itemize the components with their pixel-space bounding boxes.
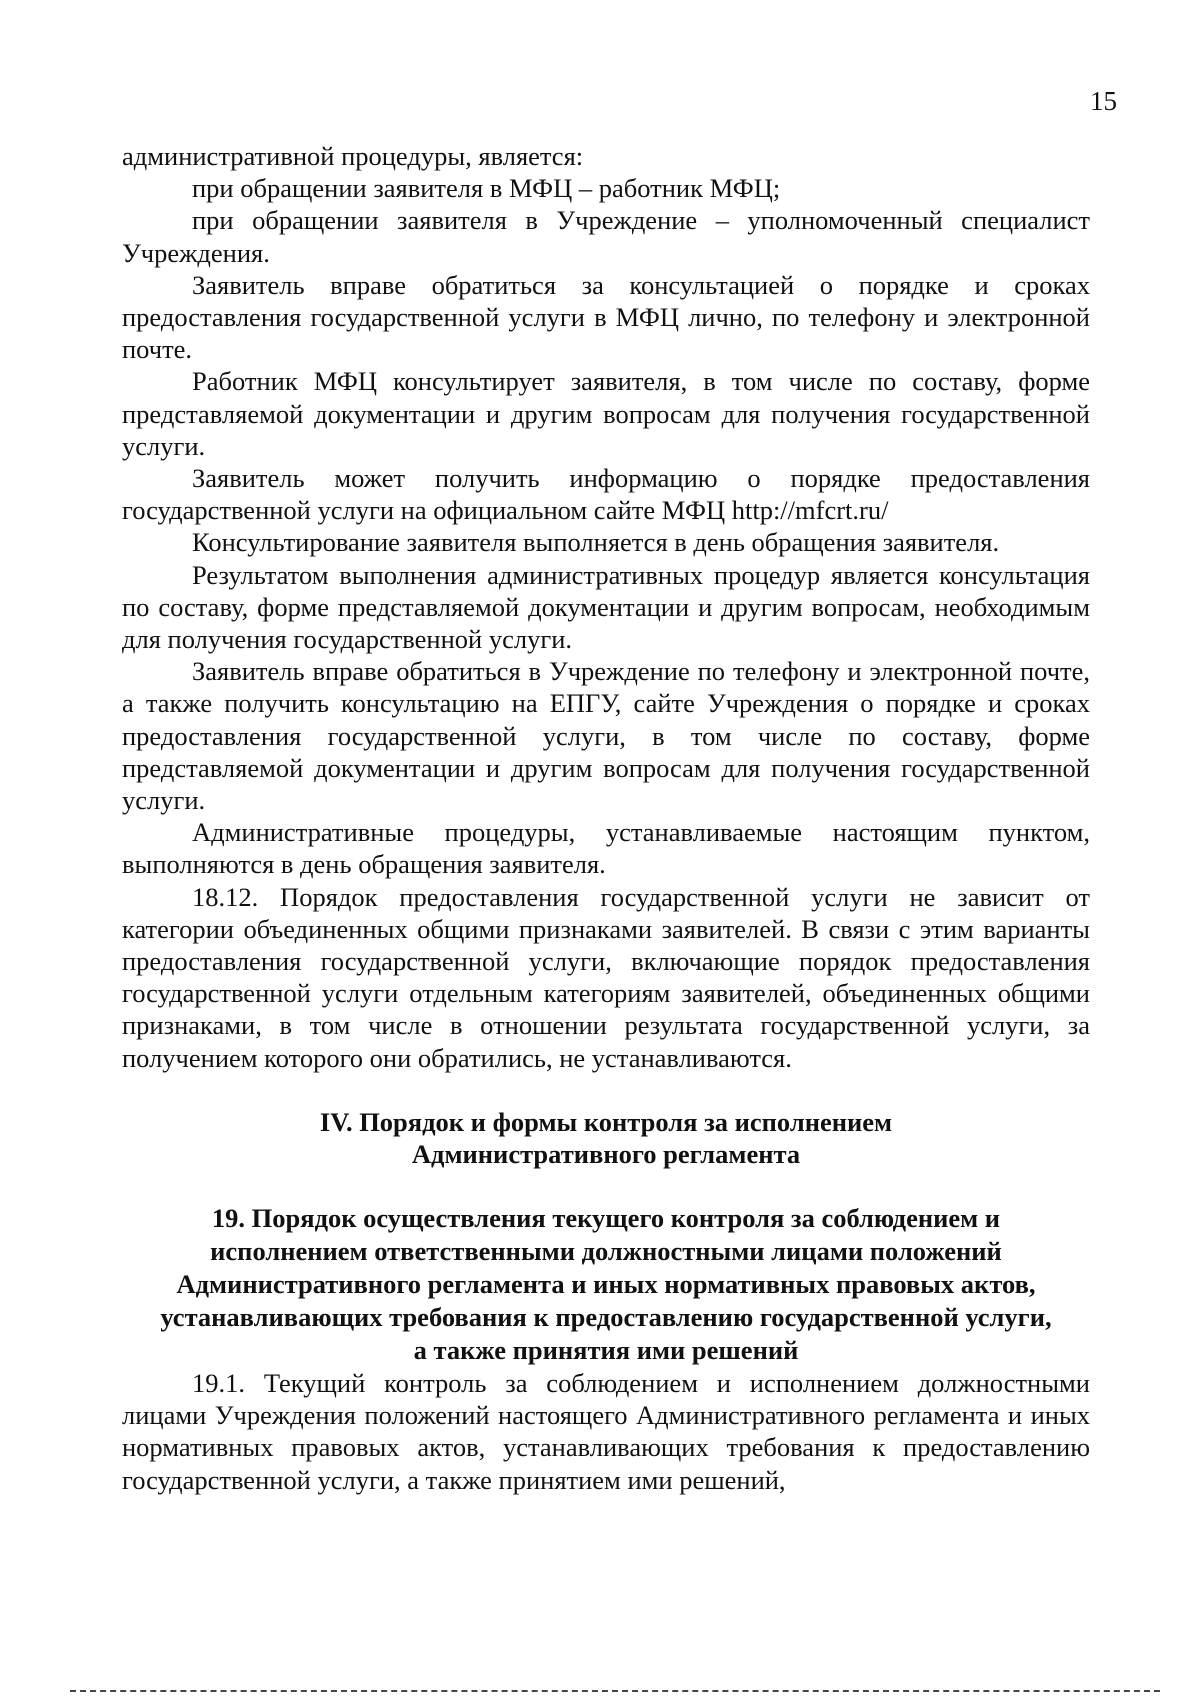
paragraph: 19.1. Текущий контроль за соблюдением и исполнением должностными лицами Учреждения положений настоящего Административного регламента и иных нормативных правовых актов, устанавливающих требования к предоставлению государственной услуги, а также принятием ими решений, — [122, 1367, 1090, 1495]
section-title — [122, 1106, 1090, 1170]
paragraph: Заявитель вправе обратиться за консультацией о порядке и сроках предоставления государственной услуги в МФЦ лично, по телефону и электронной почте. — [122, 269, 1090, 365]
paragraph: 18.12. Порядок предоставления государственной услуги не зависит от категории объединенных общими признаками заявителей. В связи с этим варианты предоставления государственной услуги, включающие порядок предоставления государственной услуги отдельным категориям заявителей, объединенных общими признаками, в том числе в отношении результата государственной услуги, за получением которого они обратились, не устанавливаются. — [122, 881, 1090, 1073]
subsection-title-line: а также принятия ими решений — [413, 1334, 799, 1365]
paragraph: Работник МФЦ консультирует заявителя, в том числе по составу, форме представляемой документации и другим вопросам для получения государственной услуги. — [122, 366, 1090, 461]
page-number: 15 — [1090, 86, 1117, 116]
subsection-title-line: устанавливающих требования к предоставлению государственной услуги, — [160, 1301, 1052, 1332]
subsection-title-line: Административного регламента и иных нормативных правовых актов, — [176, 1268, 1036, 1299]
paragraph: Заявитель может получить информацию о порядке предоставления государственной услуги на официальном сайте МФЦ http://mfcrt.ru/ — [122, 463, 1090, 526]
document-body — [122, 140, 1090, 1496]
paragraph: Результатом выполнения административных процедур является консультация по составу, форме представляемой документации и другим вопросам, необходимым для получения государственной услуги. — [122, 559, 1090, 655]
subsection-title — [122, 1202, 1090, 1367]
paragraph: Консультирование заявителя выполняется в день обращения заявителя. — [192, 527, 1000, 558]
paragraph: Административные процедуры, устанавливаемые настоящим пунктом, выполняются в день обращения заявителя. — [122, 817, 1090, 880]
paragraph: при обращении заявителя в МФЦ – работник МФЦ; — [192, 173, 781, 204]
subsection-title-line: исполнением ответственными должностными лицами положений — [210, 1235, 1002, 1266]
paragraph-list — [122, 140, 1090, 1074]
subsection-title-line: 19. Порядок осуществления текущего контроля за соблюдением и — [211, 1202, 1001, 1233]
paragraph: Заявитель вправе обратиться в Учреждение по телефону и электронной почте, а также получить консультацию на ЕПГУ, сайте Учреждения о порядке и сроках предоставления государственной услуги, в том числе по составу, форме представляемой документации и другим вопросам для получения государственной услуги. — [122, 656, 1090, 816]
page-bottom-rule — [70, 1690, 1160, 1692]
section-title-line: Административного регламента — [411, 1138, 801, 1169]
paragraph: при обращении заявителя в Учреждение – уполномоченный специалист Учреждения. — [122, 205, 1090, 268]
section-title-line: IV. Порядок и формы контроля за исполнением — [319, 1106, 893, 1137]
paragraph: административной процедуры, является: — [122, 141, 584, 171]
